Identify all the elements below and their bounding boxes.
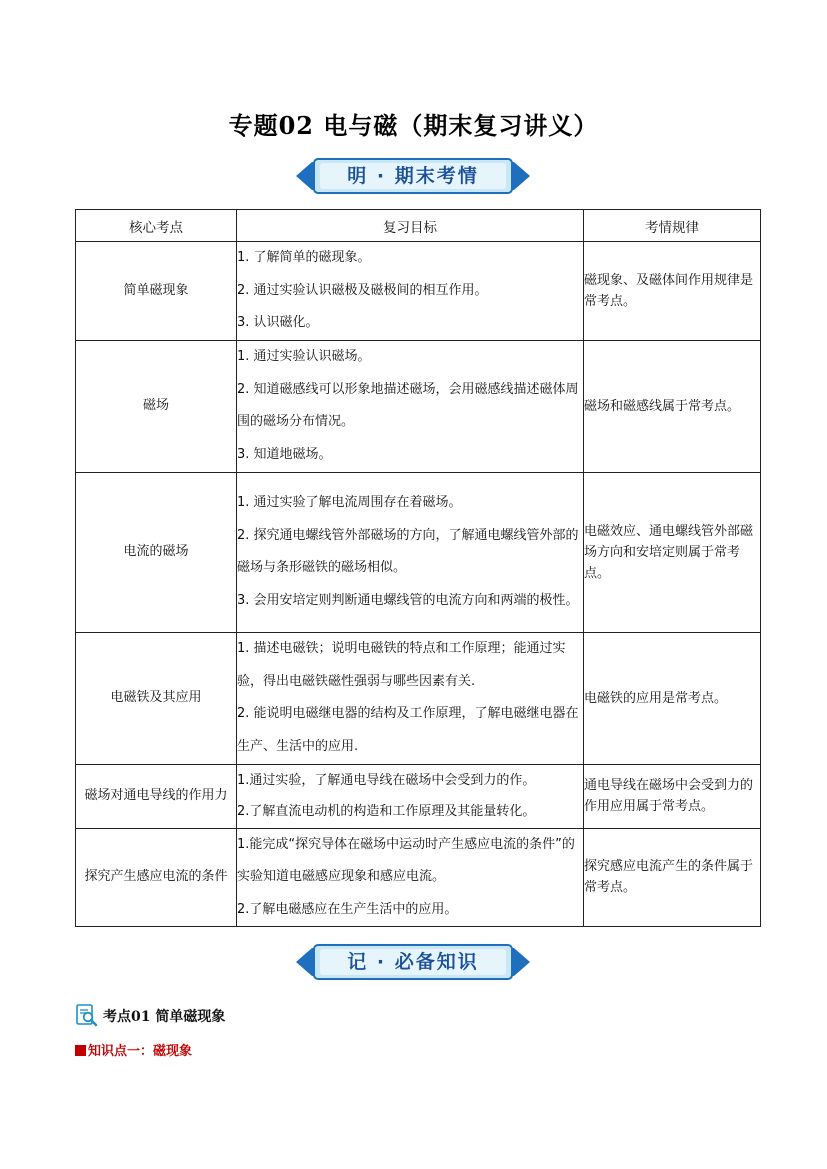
header-review-goal: 复习目标: [237, 210, 584, 242]
table-row: [76, 632, 761, 764]
goals-cell: [237, 340, 584, 472]
goal-item: 1. 描述电磁铁；说明电磁铁的特点和工作原理；能通过实验，得出电磁铁磁性强弱与哪些因素有关.: [237, 641, 566, 689]
goal-item: 1. 通过实验认识磁场。: [237, 349, 371, 364]
goals-cell: [237, 828, 584, 927]
goal-item: 2. 知道磁感线可以形象地描述磁场，会用磁感线描述磁体周围的磁场分布情况。: [237, 381, 579, 429]
header-core-topic: 核心考点: [76, 210, 237, 242]
table-row: [76, 340, 761, 472]
header-exam-pattern: 考情规律: [584, 210, 761, 242]
goal-item: 1. 了解简单的磁现象。: [237, 250, 371, 265]
knowledge-point-label: 知识点一：磁现象: [88, 1044, 193, 1059]
magnifier-document-icon: [75, 1003, 99, 1027]
topic-cell: 电流的磁场: [76, 472, 237, 632]
rule-cell: 磁场和磁感线属于常考点。: [584, 340, 761, 472]
page-title: 专题02 电与磁（期末复习讲义）: [228, 111, 599, 140]
goal-item: 1.通过实验，了解通电导线在磁场中会受到力的作。: [237, 773, 536, 788]
goals-cell: [237, 632, 584, 764]
goal-item: 2. 能说明电磁继电器的结构及工作原理，了解电磁继电器在生产、生活中的应用.: [237, 706, 579, 754]
goal-item: 1.能完成“探究导体在磁场中运动时产生感应电流的条件”的实验知道电磁感应现象和感应电流。: [237, 836, 575, 884]
section-label: 考点01 简单磁现象: [103, 1009, 226, 1025]
goals-cell: [237, 764, 584, 828]
knowledge-banner: [296, 942, 530, 982]
topic-cell: 电磁铁及其应用: [76, 632, 237, 764]
goal-item: 2.了解直流电动机的构造和工作原理及其能量转化。: [237, 804, 536, 819]
table-row: [76, 828, 761, 927]
topic-cell: 探究产生感应电流的条件: [76, 828, 237, 927]
table-row: [76, 764, 761, 828]
goals-cell: [237, 472, 584, 632]
topic-cell: 磁场: [76, 340, 237, 472]
rule-cell: 电磁铁的应用是常考点。: [584, 632, 761, 764]
table-header-row: [76, 210, 761, 242]
rule-cell: 探究感应电流产生的条件属于常考点。: [584, 828, 761, 927]
knowledge-point-heading: [75, 1040, 192, 1059]
rule-cell: 通电导线在磁场中会受到力的作用应用属于常考点。: [584, 764, 761, 828]
topic-cell: 磁场对通电导线的作用力: [76, 764, 237, 828]
goal-item: 3. 会用安培定则判断通电螺线管的电流方向和两端的极性。: [237, 592, 579, 608]
knowledge-banner-label: 记 · 必备知识: [347, 951, 479, 973]
exam-banner: [296, 156, 530, 196]
table-row: [76, 472, 761, 632]
exam-banner-label: 明 · 期末考情: [347, 165, 479, 187]
goal-item: 1. 通过实验了解电流周围存在着磁场。: [237, 495, 462, 510]
topic-cell: 简单磁现象: [76, 242, 237, 341]
goal-item: 3. 知道地磁场。: [237, 446, 332, 462]
rule-cell: 电磁效应、通电螺线管外部磁场方向和安培定则属于常考点。: [584, 472, 761, 632]
goal-item: 2. 探究通电螺线管外部磁场的方向，了解通电螺线管外部的磁场与条形磁铁的磁场相似。: [237, 527, 579, 575]
red-square-icon: [75, 1045, 86, 1056]
rule-cell: 磁现象、及磁体间作用规律是常考点。: [584, 242, 761, 341]
goals-cell: [237, 242, 584, 341]
table-row: [76, 242, 761, 341]
review-table: [75, 209, 761, 927]
goal-item: 2. 通过实验认识磁极及磁极间的相互作用。: [237, 282, 488, 298]
goal-item: 3. 认识磁化。: [237, 315, 319, 330]
goal-item: 2.了解电磁感应在生产生活中的应用。: [237, 901, 458, 917]
